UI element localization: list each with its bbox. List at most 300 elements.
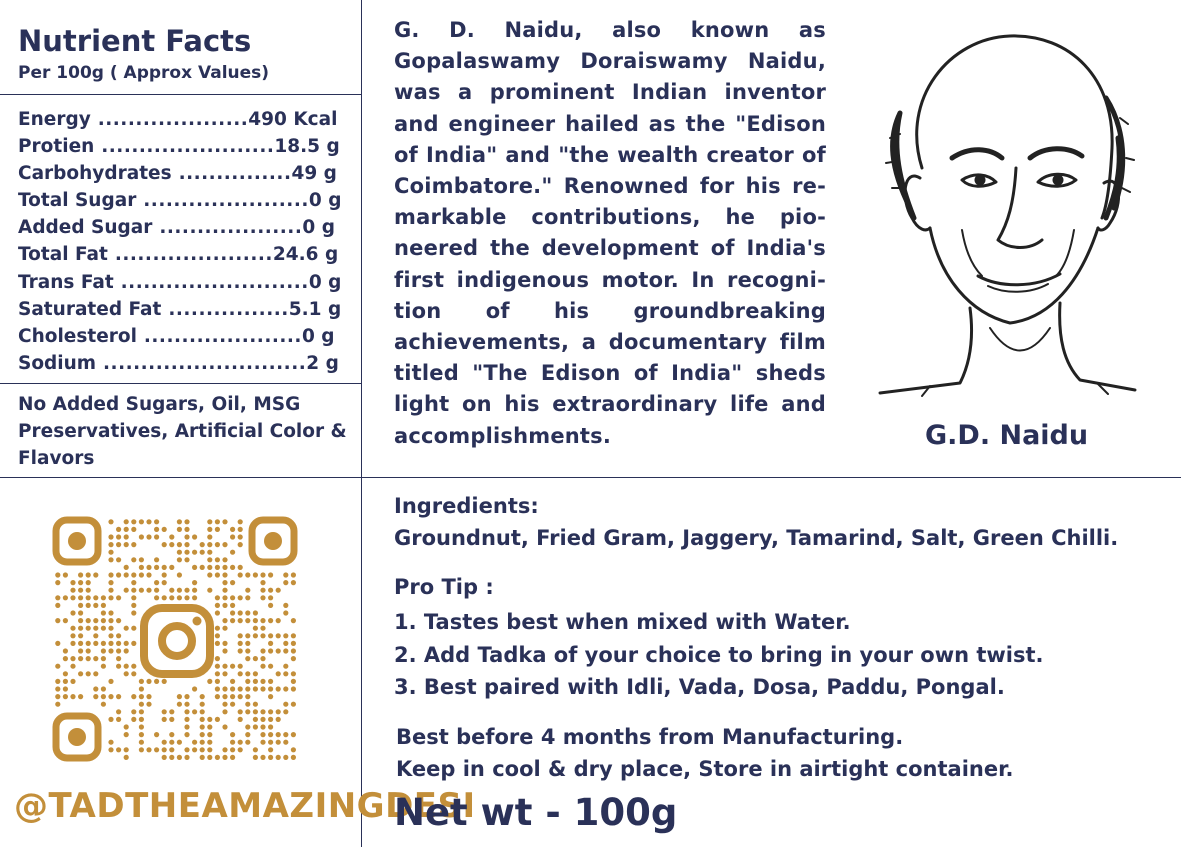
qr-module bbox=[55, 679, 60, 684]
qr-module bbox=[283, 603, 288, 608]
qr-module bbox=[55, 641, 60, 646]
qr-module bbox=[245, 679, 250, 684]
qr-module bbox=[260, 648, 265, 653]
qr-module bbox=[116, 641, 121, 646]
qr-module bbox=[268, 747, 273, 752]
qr-module bbox=[200, 732, 205, 737]
qr-module bbox=[238, 709, 243, 714]
qr-module bbox=[200, 694, 205, 699]
qr-module bbox=[253, 717, 258, 722]
qr-module bbox=[55, 686, 60, 691]
qr-module bbox=[70, 679, 75, 684]
qr-module bbox=[222, 694, 227, 699]
qr-module bbox=[124, 626, 129, 631]
qr-module bbox=[230, 595, 235, 600]
qr-module bbox=[268, 603, 273, 608]
nutrition-title: Nutrient Facts bbox=[18, 24, 252, 58]
qr-module bbox=[131, 588, 136, 593]
qr-module bbox=[283, 641, 288, 646]
qr-module bbox=[86, 588, 91, 593]
qr-module bbox=[108, 717, 113, 722]
qr-module bbox=[192, 588, 197, 593]
nutrient-row bbox=[18, 241, 354, 268]
qr-module bbox=[276, 671, 281, 676]
ingredients-text: Groundnut, Fried Gram, Jaggery, Tamarind, Salt, Green Chilli. bbox=[394, 526, 1119, 550]
qr-module bbox=[238, 648, 243, 653]
qr-module bbox=[131, 641, 136, 646]
dot-leader: ....................... bbox=[94, 136, 275, 158]
portrait-illustration bbox=[870, 18, 1140, 398]
qr-module bbox=[184, 709, 189, 714]
qr-module bbox=[184, 732, 189, 737]
qr-module bbox=[276, 588, 281, 593]
qr-module bbox=[222, 565, 227, 570]
qr-module bbox=[291, 702, 296, 707]
qr-module bbox=[238, 565, 243, 570]
qr-module bbox=[215, 656, 220, 661]
qr-module bbox=[200, 550, 205, 555]
qr-module bbox=[245, 595, 250, 600]
qr-module bbox=[260, 732, 265, 737]
qr-module bbox=[192, 550, 197, 555]
qr-module bbox=[162, 595, 167, 600]
qr-module bbox=[192, 709, 197, 714]
qr-module bbox=[116, 664, 121, 669]
qr-module bbox=[184, 519, 189, 524]
qr-module bbox=[93, 641, 98, 646]
nutrient-label: Added Sugar bbox=[18, 217, 153, 239]
qr-module bbox=[207, 534, 212, 539]
qr-finder-pattern bbox=[252, 520, 294, 562]
qr-module bbox=[253, 656, 258, 661]
qr-module bbox=[276, 633, 281, 638]
qr-module bbox=[146, 747, 151, 752]
qr-module bbox=[124, 664, 129, 669]
qr-module bbox=[283, 648, 288, 653]
qr-module bbox=[78, 572, 83, 577]
qr-module bbox=[245, 694, 250, 699]
best-before-text: Best before 4 months from Manufacturing. bbox=[396, 725, 904, 749]
qr-module bbox=[192, 740, 197, 745]
qr-module bbox=[101, 702, 106, 707]
qr-module bbox=[108, 626, 113, 631]
qr-module bbox=[200, 740, 205, 745]
qr-module bbox=[154, 527, 159, 532]
nutrient-row bbox=[18, 350, 354, 377]
qr-module bbox=[230, 534, 235, 539]
nutrient-value: 18.5 g bbox=[274, 136, 340, 158]
qr-module bbox=[131, 664, 136, 669]
qr-module bbox=[207, 527, 212, 532]
qr-module bbox=[78, 633, 83, 638]
qr-module bbox=[238, 527, 243, 532]
qr-module bbox=[101, 694, 106, 699]
qr-module bbox=[108, 694, 113, 699]
qr-module bbox=[78, 618, 83, 623]
qr-module bbox=[78, 588, 83, 593]
qr-module bbox=[260, 740, 265, 745]
nutrient-label: Energy bbox=[18, 109, 91, 130]
qr-module bbox=[253, 747, 258, 752]
qr-module bbox=[169, 565, 174, 570]
qr-module bbox=[245, 618, 250, 623]
qr-module bbox=[230, 679, 235, 684]
nutrient-row bbox=[18, 187, 354, 214]
qr-module bbox=[253, 572, 258, 577]
qr-module bbox=[124, 527, 129, 532]
qr-module bbox=[260, 755, 265, 760]
qr-module bbox=[139, 588, 144, 593]
qr-module bbox=[101, 603, 106, 608]
qr-module bbox=[291, 656, 296, 661]
qr-module bbox=[116, 709, 121, 714]
qr-module bbox=[283, 755, 288, 760]
qr-module bbox=[291, 580, 296, 585]
pro-tip-item: 1. Tastes best when mixed with Water. bbox=[394, 610, 851, 634]
qr-module bbox=[162, 747, 167, 752]
qr-module bbox=[215, 671, 220, 676]
qr-module bbox=[101, 648, 106, 653]
qr-module bbox=[215, 679, 220, 684]
qr-module bbox=[184, 557, 189, 562]
qr-module bbox=[108, 633, 113, 638]
qr-module bbox=[55, 618, 60, 623]
qr-module bbox=[63, 694, 68, 699]
qr-module bbox=[70, 664, 75, 669]
qr-module bbox=[253, 709, 258, 714]
qr-module bbox=[139, 557, 144, 562]
qr-module bbox=[131, 557, 136, 562]
qr-module bbox=[207, 717, 212, 722]
qr-module bbox=[245, 732, 250, 737]
qr-module bbox=[169, 717, 174, 722]
qr-module bbox=[253, 755, 258, 760]
qr-module bbox=[70, 588, 75, 593]
qr-module bbox=[222, 686, 227, 691]
qr-module bbox=[139, 519, 144, 524]
qr-module bbox=[86, 641, 91, 646]
qr-module bbox=[139, 747, 144, 752]
qr-module bbox=[154, 747, 159, 752]
qr-module bbox=[63, 679, 68, 684]
qr-module bbox=[146, 565, 151, 570]
qr-module bbox=[93, 572, 98, 577]
qr-module bbox=[238, 747, 243, 752]
qr-module bbox=[139, 686, 144, 691]
qr-module bbox=[86, 580, 91, 585]
qr-module bbox=[116, 694, 121, 699]
qr-module bbox=[101, 610, 106, 615]
qr-module bbox=[268, 664, 273, 669]
qr-module bbox=[184, 694, 189, 699]
qr-module bbox=[55, 595, 60, 600]
qr-module bbox=[108, 519, 113, 524]
qr-module bbox=[146, 694, 151, 699]
qr-module bbox=[70, 595, 75, 600]
qr-module bbox=[268, 694, 273, 699]
qr-module bbox=[207, 542, 212, 547]
qr-module bbox=[146, 534, 151, 539]
qr-module bbox=[253, 610, 258, 615]
qr-module bbox=[108, 740, 113, 745]
qr-module bbox=[93, 671, 98, 676]
qr-module bbox=[78, 656, 83, 661]
qr-module bbox=[215, 641, 220, 646]
qr-module bbox=[63, 595, 68, 600]
qr-module bbox=[291, 732, 296, 737]
qr-module bbox=[215, 626, 220, 631]
nutrient-label: Cholesterol bbox=[18, 325, 137, 347]
qr-module bbox=[222, 580, 227, 585]
qr-module bbox=[283, 740, 288, 745]
qr-module bbox=[55, 580, 60, 585]
qr-module bbox=[70, 633, 75, 638]
nutrient-value: 0 g bbox=[302, 217, 335, 239]
qr-module bbox=[245, 656, 250, 661]
qr-module bbox=[162, 709, 167, 714]
qr-module bbox=[184, 595, 189, 600]
qr-module bbox=[245, 709, 250, 714]
dot-leader: ........................... bbox=[96, 352, 307, 374]
qr-module bbox=[108, 588, 113, 593]
qr-module bbox=[124, 755, 129, 760]
qr-module bbox=[245, 633, 250, 638]
qr-module bbox=[200, 724, 205, 729]
qr-module bbox=[116, 633, 121, 638]
qr-module bbox=[207, 732, 212, 737]
qr-module bbox=[230, 732, 235, 737]
qr-module bbox=[260, 679, 265, 684]
nutrition-subtitle: Per 100g ( Approx Values) bbox=[18, 63, 270, 83]
qr-module bbox=[131, 671, 136, 676]
qr-module bbox=[260, 717, 265, 722]
qr-module bbox=[131, 626, 136, 631]
qr-module bbox=[222, 557, 227, 562]
qr-module bbox=[268, 717, 273, 722]
qr-module bbox=[86, 618, 91, 623]
qr-module bbox=[207, 724, 212, 729]
qr-module bbox=[169, 534, 174, 539]
qr-module bbox=[283, 664, 288, 669]
qr-module bbox=[215, 565, 220, 570]
qr-module bbox=[93, 618, 98, 623]
dot-leader: ..................... bbox=[136, 325, 302, 347]
qr-module bbox=[70, 656, 75, 661]
qr-module bbox=[139, 679, 144, 684]
portrait-caption: G.D. Naidu bbox=[925, 420, 1089, 451]
qr-module bbox=[154, 557, 159, 562]
qr-module bbox=[184, 755, 189, 760]
no-added-note: No Added Sugars, Oil, MSG Preservatives, Artificial Color & Flavors bbox=[18, 394, 347, 469]
qr-module bbox=[78, 694, 83, 699]
qr-module bbox=[215, 557, 220, 562]
qr-module bbox=[207, 755, 212, 760]
qr-module bbox=[245, 641, 250, 646]
qr-module bbox=[253, 702, 258, 707]
qr-module bbox=[192, 565, 197, 570]
instagram-icon bbox=[144, 608, 210, 674]
nutrient-label: Trans Fat bbox=[18, 271, 114, 293]
nutrient-label: Total Sugar bbox=[18, 190, 137, 212]
qr-module bbox=[177, 588, 182, 593]
qr-module bbox=[101, 641, 106, 646]
qr-module bbox=[260, 724, 265, 729]
qr-module bbox=[238, 519, 243, 524]
qr-module bbox=[78, 610, 83, 615]
qr-module bbox=[93, 656, 98, 661]
qr-module bbox=[230, 702, 235, 707]
qr-module bbox=[230, 664, 235, 669]
qr-module bbox=[230, 740, 235, 745]
qr-module bbox=[192, 580, 197, 585]
qr-module bbox=[215, 527, 220, 532]
qr-module bbox=[78, 648, 83, 653]
storage-instructions: Keep in cool & dry place, Store in airtight container. bbox=[396, 757, 1014, 781]
qr-module bbox=[283, 572, 288, 577]
qr-module bbox=[124, 519, 129, 524]
qr-module bbox=[124, 747, 129, 752]
qr-module bbox=[245, 740, 250, 745]
nutrient-row bbox=[18, 133, 354, 160]
qr-module bbox=[116, 572, 121, 577]
qr-module bbox=[291, 641, 296, 646]
qr-module bbox=[238, 618, 243, 623]
qr-module bbox=[260, 580, 265, 585]
qr-module bbox=[268, 755, 273, 760]
qr-module bbox=[268, 641, 273, 646]
qr-module bbox=[162, 740, 167, 745]
qr-module bbox=[124, 565, 129, 570]
qr-module bbox=[238, 572, 243, 577]
qr-module bbox=[131, 610, 136, 615]
qr-module bbox=[245, 702, 250, 707]
qr-module bbox=[146, 679, 151, 684]
qr-module bbox=[116, 557, 121, 562]
qr-module bbox=[177, 740, 182, 745]
qr-module bbox=[78, 595, 83, 600]
qr-module bbox=[238, 542, 243, 547]
qr-module bbox=[283, 610, 288, 615]
qr-module bbox=[230, 550, 235, 555]
qr-module bbox=[238, 686, 243, 691]
qr-module bbox=[200, 717, 205, 722]
qr-module bbox=[230, 610, 235, 615]
qr-module bbox=[184, 724, 189, 729]
qr-module bbox=[78, 603, 83, 608]
qr-module bbox=[169, 595, 174, 600]
qr-module bbox=[131, 595, 136, 600]
qr-module bbox=[55, 702, 60, 707]
qr-module bbox=[260, 686, 265, 691]
qr-module bbox=[283, 580, 288, 585]
qr-module bbox=[93, 603, 98, 608]
nutrient-label: Sodium bbox=[18, 352, 97, 374]
qr-module bbox=[139, 717, 144, 722]
horizontal-divider bbox=[0, 477, 1181, 478]
qr-module bbox=[260, 626, 265, 631]
qr-module bbox=[177, 542, 182, 547]
qr-module bbox=[215, 686, 220, 691]
qr-module bbox=[78, 671, 83, 676]
nutrient-label: Carbohydrates bbox=[18, 163, 172, 185]
qr-module bbox=[184, 717, 189, 722]
qr-module bbox=[131, 694, 136, 699]
qr-module bbox=[116, 656, 121, 661]
qr-module bbox=[222, 747, 227, 752]
nutrition-footer-divider bbox=[0, 383, 361, 384]
qr-module bbox=[169, 747, 174, 752]
qr-module bbox=[268, 618, 273, 623]
qr-module bbox=[283, 702, 288, 707]
nutrient-row bbox=[18, 106, 354, 133]
qr-module bbox=[184, 534, 189, 539]
qr-module bbox=[207, 550, 212, 555]
qr-module bbox=[169, 588, 174, 593]
qr-module bbox=[291, 633, 296, 638]
qr-module bbox=[184, 588, 189, 593]
nutrient-value: 49 g bbox=[291, 163, 337, 185]
qr-module bbox=[55, 694, 60, 699]
qr-module bbox=[253, 618, 258, 623]
instagram-qr-code[interactable] bbox=[52, 516, 300, 766]
qr-module bbox=[238, 610, 243, 615]
qr-module bbox=[154, 580, 159, 585]
qr-module bbox=[184, 747, 189, 752]
qr-module bbox=[276, 755, 281, 760]
qr-module bbox=[283, 686, 288, 691]
qr-module bbox=[222, 603, 227, 608]
pro-tip-label: Pro Tip : bbox=[394, 575, 494, 599]
qr-module bbox=[222, 724, 227, 729]
qr-module bbox=[260, 633, 265, 638]
qr-module bbox=[146, 519, 151, 524]
qr-module bbox=[131, 717, 136, 722]
qr-module bbox=[207, 740, 212, 745]
nutrient-label: Protien bbox=[18, 136, 95, 158]
qr-module bbox=[222, 519, 227, 524]
qr-module bbox=[55, 664, 60, 669]
qr-module bbox=[116, 618, 121, 623]
qr-module bbox=[78, 626, 83, 631]
qr-module bbox=[154, 679, 159, 684]
qr-module bbox=[215, 603, 220, 608]
qr-module bbox=[139, 709, 144, 714]
qr-module bbox=[101, 626, 106, 631]
qr-module bbox=[268, 648, 273, 653]
qr-module bbox=[108, 747, 113, 752]
qr-module bbox=[63, 648, 68, 653]
dot-leader: ................... bbox=[152, 217, 303, 239]
qr-module bbox=[222, 572, 227, 577]
nutrient-value: 0 g bbox=[301, 325, 335, 347]
qr-finder-pattern bbox=[56, 716, 98, 758]
qr-module bbox=[108, 610, 113, 615]
qr-module bbox=[200, 755, 205, 760]
qr-module bbox=[291, 755, 296, 760]
nutrient-row bbox=[18, 214, 354, 241]
qr-module bbox=[63, 572, 68, 577]
nutrition-list bbox=[18, 106, 354, 377]
qr-module bbox=[184, 702, 189, 707]
qr-module bbox=[101, 618, 106, 623]
qr-module bbox=[93, 626, 98, 631]
qr-module bbox=[200, 565, 205, 570]
qr-module bbox=[245, 724, 250, 729]
qr-module bbox=[215, 519, 220, 524]
qr-module bbox=[169, 740, 174, 745]
qr-module bbox=[169, 755, 174, 760]
qr-module bbox=[215, 595, 220, 600]
